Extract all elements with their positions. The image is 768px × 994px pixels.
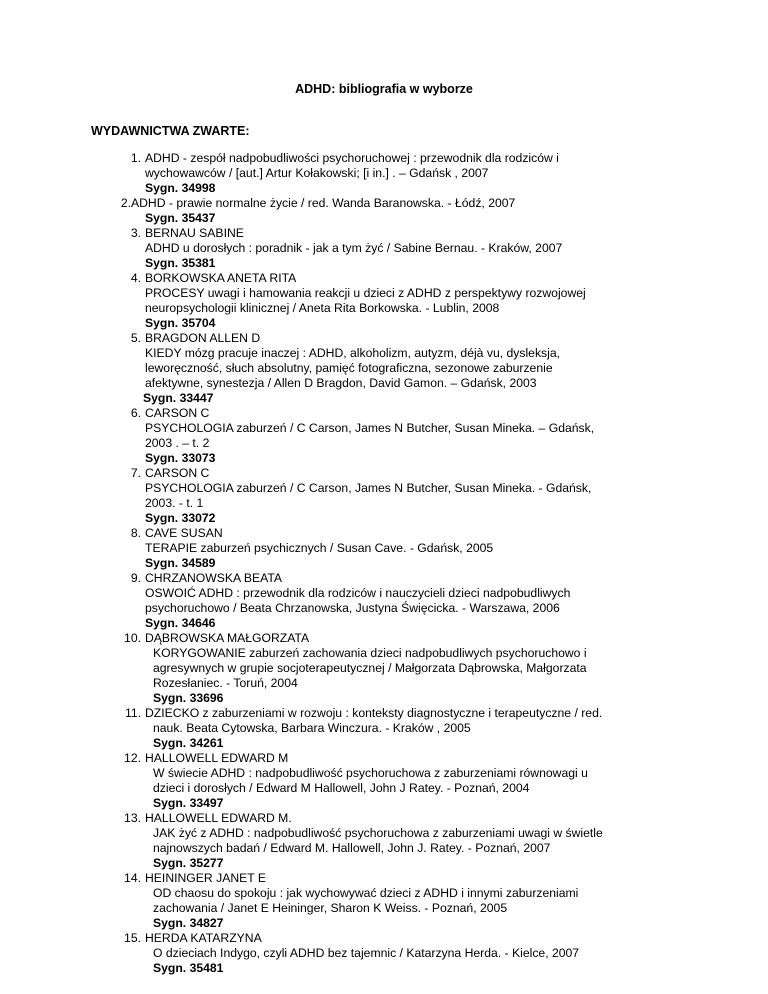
entry-number: 13. — [124, 811, 141, 825]
entry-description-line: PSYCHOLOGIA zaburzeń / C Carson, James N Butcher, Susan Mineka. - Gdańsk, — [145, 481, 592, 495]
entry-number: 1. — [130, 151, 141, 165]
entry-description-line: neuropsychologii klinicznej / Aneta Rita Borkowska. - Lublin, 2008 — [145, 301, 500, 315]
entry-description-line: dzieci i dorosłych / Edward M Hallowell, John J Ratey. - Poznań, 2004 — [153, 781, 530, 795]
entry-description-line: agresywnych w grupie socjoterapeutycznej / Małgorzata Dąbrowska, Małgorzata — [153, 661, 587, 675]
entry-call-number: Sygn. 35381 — [145, 256, 216, 270]
entry-description-line: KIEDY mózg pracuje inaczej : ADHD, alkoholizm, autyzm, déjà vu, dysleksja, — [145, 346, 560, 360]
entry-description-line: OD chaosu do spokoju : jak wychowywać dzieci z ADHD i innymi zaburzeniami — [153, 886, 579, 900]
entry-number: 3. — [130, 226, 141, 240]
entry-description-line: TERAPIE zaburzeń psychicznych / Susan Cave. - Gdańsk, 2005 — [145, 541, 494, 555]
bibliography-entry — [0, 271, 768, 331]
entry-heading: ADHD - zespół nadpobudliwości psychoruchowej : przewodnik dla rodziców i — [145, 151, 559, 165]
entry-call-number: Sygn. 33497 — [153, 796, 224, 810]
entry-number: 9. — [130, 571, 141, 585]
entry-description-line: ADHD u dorosłych : poradnik - jak a tym żyć / Sabine Bernau. - Kraków, 2007 — [145, 241, 563, 255]
entry-call-number: Sygn. 35704 — [145, 316, 216, 330]
entry-call-number: Sygn. 34998 — [145, 181, 216, 195]
entry-heading: DZIECKO z zaburzeniami w rozwoju : konteksty diagnostyczne i terapeutyczne / red. — [145, 706, 603, 720]
entry-number: 5. — [130, 331, 141, 345]
entry-description-line: W świecie ADHD : nadpobudliwość psychoruchowa z zaburzeniami równowagi u — [153, 766, 588, 780]
entry-description-line: leworęczność, słuch absolutny, pamięć fotograficzna, sezonowe zaburzenie — [145, 361, 553, 375]
entry-description-line: JAK żyć z ADHD : nadpobudliwość psychoruchowa z zaburzeniami uwagi w świetle — [153, 826, 603, 840]
document-title: ADHD: bibliografia w wyborze — [295, 82, 473, 96]
entry-number: 2. — [120, 196, 131, 210]
entry-heading: CARSON C — [145, 406, 210, 420]
entry-number: 10. — [124, 631, 141, 645]
entry-description-line: O dzieciach Indygo, czyli ADHD bez tajemnic / Katarzyna Herda. - Kielce, 2007 — [153, 946, 580, 960]
bibliography-entry — [0, 151, 768, 196]
entry-number: 14. — [124, 871, 141, 885]
entry-call-number: Sygn. 34589 — [145, 556, 216, 570]
entry-call-number: Sygn. 35437 — [145, 211, 216, 225]
entry-number: 7. — [130, 466, 141, 480]
entry-number: 4. — [130, 271, 141, 285]
entry-call-number: Sygn. 33447 — [143, 391, 214, 405]
entry-call-number: Sygn. 33073 — [145, 451, 216, 465]
bibliography-entry — [0, 706, 768, 751]
bibliography-entry — [0, 196, 768, 226]
entry-heading: CARSON C — [145, 466, 210, 480]
entry-heading: CHRZANOWSKA BEATA — [145, 571, 283, 585]
entry-description-line: 2003. - t. 1 — [145, 496, 204, 510]
entry-call-number: Sygn. 33072 — [145, 511, 216, 525]
entry-heading: HERDA KATARZYNA — [145, 931, 262, 945]
entry-call-number: Sygn. 34261 — [153, 736, 224, 750]
bibliography-entry — [0, 466, 768, 526]
bibliography-entry — [0, 571, 768, 631]
entry-heading: BORKOWSKA ANETA RITA — [145, 271, 297, 285]
entry-description-line: zachowania / Janet E Heininger, Sharon K Weiss. - Poznań, 2005 — [153, 901, 508, 915]
entry-number: 12. — [124, 751, 141, 765]
bibliography-entry — [0, 871, 768, 931]
entry-description-line: psychoruchowo / Beata Chrzanowska, Justyna Święcicka. - Warszawa, 2006 — [145, 601, 560, 615]
bibliography-entry — [0, 811, 768, 871]
entry-description-line: 2003 . – t. 2 — [145, 436, 210, 450]
entry-description-line: PROCESY uwagi i hamowania reakcji u dzieci z ADHD z perspektywy rozwojowej — [145, 286, 586, 300]
bibliography-entry — [0, 931, 768, 976]
entry-description-line: PSYCHOLOGIA zaburzeń / C Carson, James N Butcher, Susan Mineka. – Gdańsk, — [145, 421, 595, 435]
entry-description-line: Rozesłaniec. - Toruń, 2004 — [153, 676, 298, 690]
entry-description-line: KORYGOWANIE zaburzeń zachowania dzieci nadpobudliwych psychoruchowo i — [153, 646, 587, 660]
entry-number: 11. — [124, 706, 141, 720]
bibliography-entry — [0, 751, 768, 811]
entry-number: 6. — [130, 406, 141, 420]
entry-number: 15. — [124, 931, 141, 945]
entry-call-number: Sygn. 35277 — [153, 856, 224, 870]
entry-heading: CAVE SUSAN — [145, 526, 223, 540]
entry-description-line: OSWOIĆ ADHD : przewodnik dla rodziców i nauczycieli dzieci nadpobudliwych — [145, 586, 571, 600]
bibliography-entry — [0, 226, 768, 271]
entry-heading: BERNAU SABINE — [145, 226, 244, 240]
entry-heading: HEININGER JANET E — [145, 871, 266, 885]
bibliography-entry — [0, 631, 768, 706]
entry-heading: ADHD - prawie normalne życie / red. Wanda Baranowska. - Łódź, 2007 — [131, 196, 516, 210]
entry-heading: HALLOWELL EDWARD M — [145, 751, 289, 765]
entry-call-number: Sygn. 33696 — [153, 691, 224, 705]
bibliography-entry — [0, 406, 768, 466]
entry-heading: DĄBROWSKA MAŁGORZATA — [145, 631, 310, 645]
entry-description-line: afektywne, synestezja / Allen D Bragdon, David Gamon. – Gdańsk, 2003 — [145, 376, 537, 390]
entry-call-number: Sygn. 34646 — [145, 616, 216, 630]
entry-heading: BRAGDON ALLEN D — [145, 331, 261, 345]
entry-description-line: wychowawców / [aut.] Artur Kołakowski; [i in.] . – Gdańsk , 2007 — [145, 166, 489, 180]
entry-description-line: najnowszych badań / Edward M. Hallowell, John J. Ratey. - Poznań, 2007 — [153, 841, 551, 855]
entry-description-line: nauk. Beata Cytowska, Barbara Winczura. - Kraków , 2005 — [153, 721, 471, 735]
entry-number: 8. — [130, 526, 141, 540]
section-heading: WYDAWNICTWA ZWARTE: — [91, 124, 250, 138]
entry-heading: HALLOWELL EDWARD M. — [145, 811, 292, 825]
bibliography-entry — [0, 331, 768, 406]
bibliography-list — [0, 151, 768, 976]
entry-call-number: Sygn. 34827 — [153, 916, 224, 930]
entry-call-number: Sygn. 35481 — [153, 961, 224, 975]
bibliography-entry — [0, 526, 768, 571]
